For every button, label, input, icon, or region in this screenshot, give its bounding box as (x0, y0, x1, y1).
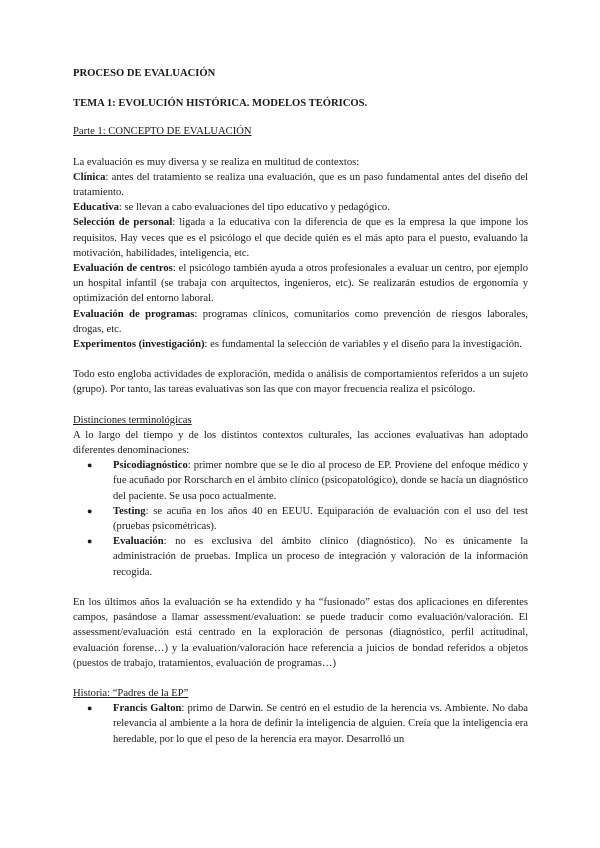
context-item-text: : programas clínicos, comunitarios como prevención de riesgos laborales, drogas, etc. (73, 308, 528, 335)
context-item (73, 200, 528, 215)
context-item (73, 307, 528, 337)
term-item-text: : no es exclusiva del ámbito clínico (diagnóstico). No es únicamente la administración de pruebas. Implica un proceso de integración y valoración de la información recogida. (113, 536, 528, 578)
context-item-term: Evaluación de centros (73, 263, 173, 275)
distinctions-intro: A lo largo del tiempo y de los distintos contextos culturales, las acciones evaluativas han adoptado diferentes denominaciones: (73, 429, 528, 457)
context-item-term: Experimentos (investigación) (73, 339, 205, 351)
term-item (113, 458, 528, 504)
context-item-term: Selección de personal (73, 217, 173, 229)
summary-paragraph: Todo esto engloba actividades de exploración, medida o análisis de comportamientos referidos a un sujeto (grupo). Por tanto, las tareas evaluativas son las que con mayor frecuencia realiza el psicólogo. (73, 369, 528, 396)
intro-text: La evaluación es muy diversa y se realiza en multitud de contextos: (73, 156, 360, 168)
term-item-text: : se acuña en los años 40 en EEUU. Equiparación de evaluación con el uso del test (pruebas psicométricas). (113, 505, 528, 533)
fathers-list (73, 701, 528, 747)
term-item-term: Psicodiagnóstico (113, 460, 188, 472)
father-item-term: Francis Galton (113, 703, 182, 715)
context-item (73, 170, 528, 200)
tema-title: TEMA 1: EVOLUCIÓN HISTÓRICA. MODELOS TEÓRICOS. (73, 98, 368, 110)
context-item-text: : el psicólogo también ayuda a otros profesionales a evaluar un centro, por ejemplo un hospital infantil (se trabaja con arquitectos, ingenieros, etc). Se realizarán estudios de ergonomía y optimización del entorno laboral. (73, 263, 528, 305)
context-item-term: Educativa (73, 202, 119, 214)
doc-title: PROCESO DE EVALUACIÓN (73, 68, 216, 79)
contexts-list (73, 170, 528, 352)
history-heading: Historia: “Padres de la EP” (73, 687, 189, 699)
term-item-text: : primer nombre que se le dio al proceso de EP. Proviene del enfoque médico y fue acuñado por Rorscharch en el ámbito clínico (psicopatológico), donde se hacía un diagnóstico del paciente. Se usa poco actualmente. (113, 460, 528, 502)
context-item-term: Evaluación de programas (73, 308, 195, 320)
context-item-text: : se llevan a cabo evaluaciones del tipo educativo y pedagógico. (118, 202, 390, 214)
context-item-text: : es fundamental la selección de variables y el diseño para la investigación. (204, 339, 522, 351)
document-page (73, 66, 528, 747)
term-item (113, 534, 528, 580)
father-item-text: : primo de Darwin. Se centró en el estudio de la herencia vs. Ambiente. No daba relevancia al ambiente a la hora de definir la inteligencia de alguien. Creía que la inteligencia era heredable, por lo que el peso de la herencia era mayor. Desarrolló un (113, 703, 528, 745)
parte1-heading: Parte 1: CONCEPTO DE EVALUACIÓN (73, 126, 252, 138)
context-item (73, 215, 528, 261)
distinctions-heading: Distinciones terminológicas (73, 414, 192, 426)
context-item-term: Clínica (73, 171, 106, 183)
term-item (113, 504, 528, 534)
context-item (73, 337, 528, 352)
father-item (113, 701, 528, 747)
context-item (73, 261, 528, 307)
terms-list (73, 458, 528, 580)
context-item-text: : antes del tratamiento se realiza una evaluación, que es un paso fundamental antes del diseño del tratamiento. (73, 171, 528, 199)
context-item-text: : ligada a la educativa con la diferencia de que es la empresa la que impone los requisitos. Hay veces que es el psicólogo el que decide quién es el más apto para el puesto, evaluando la motivación, habilidades, inteligencia, etc. (73, 217, 529, 259)
assessment-paragraph: En los últimos años la evaluación se ha extendido y ha “fusionado” estas dos aplicaciones en diferentes campos, pasándose a llamar assessment/evaluation: se puede traducir como evaluación/valoración. El assessment/evaluación está centrado en la exploración de personas (diagnóstico, perfil actitudinal, evaluación forense…) y la evaluation/valoración hace referencia a juicios de bondad referidos a objetos (puestos de trabajo, tratamientos, evaluación de programas…) (73, 596, 528, 669)
term-item-term: Testing (113, 505, 146, 517)
term-item-term: Evaluación (113, 536, 164, 548)
